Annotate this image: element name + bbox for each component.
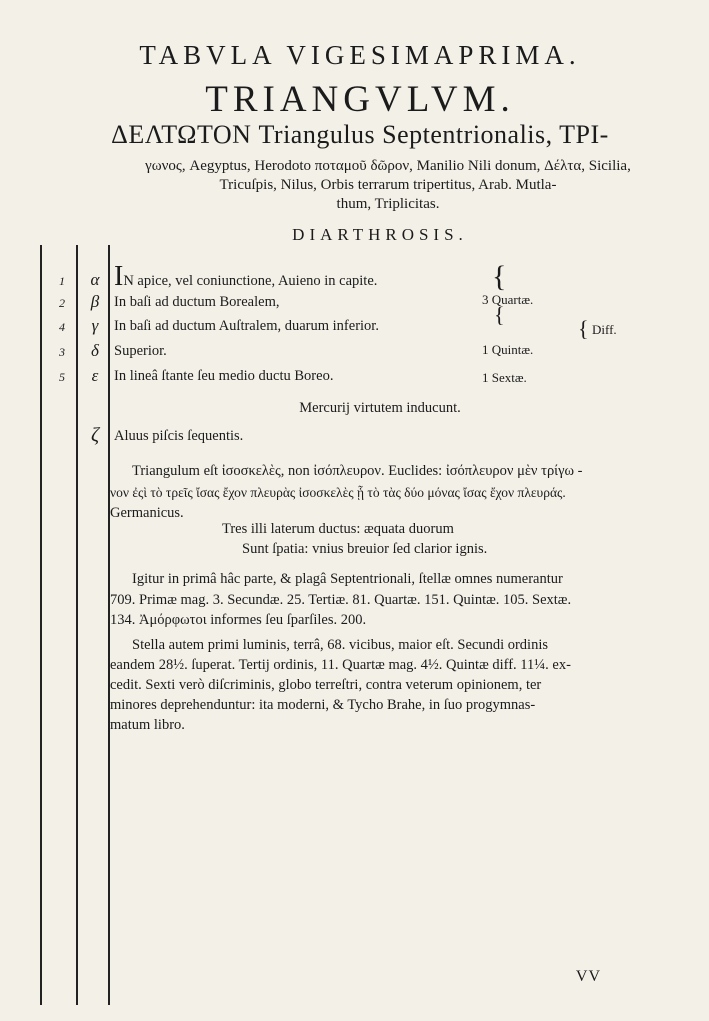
star-number: 2 [59,296,65,310]
brace-upper: { [492,260,507,293]
mercury-note: Mercurij virtutem inducunt. [299,400,461,416]
star-description: IN apice, vel coniunctione, Auieno in capite. [114,261,378,292]
star-number: 4 [59,320,65,334]
constellation-title: TRIANGVLVM. [205,79,515,120]
star-description: Superior. [114,343,167,359]
brace-diff: { [578,316,589,341]
star-description: In baſi ad ductum Auſtralem, duarum inferior. [114,318,379,334]
paragraph-line: minores deprehenduntur: ita moderni, & Tycho Brahe, in ſuo progymnas- [110,697,536,713]
paragraph-line: Stella autem primi luminis, terrâ, 68. vicibus, maior eſt. Secundi ordinis [132,637,548,653]
star-description: Aluus piſcis ſequentis. [114,428,244,444]
signature-mark: VV [575,968,601,985]
star-letter: β [90,292,100,311]
magnitude-quartae: 3 Quartæ. [482,292,534,307]
paragraph-line: νον ἐςὶ τὸ τρεῖς ἴσας ἔχον πλευρὰς ἰσοσκελὲς ᾗ τὸ τὰς δύο μόνας ἴσας ἔχον πλευράς. [110,485,566,500]
greek-name-line: ΔΕΛΤΩΤΟΝ Triangulus Septentrionalis, TPI- [111,120,609,149]
paragraph-line: Triangulum eſt ἰσοσκελὲς, non ἰσόπλευρον. Euclides: ἰσόπλευρον μὲν τρίγω - [132,463,583,479]
star-number: 1 [59,274,65,288]
description-line-3: thum, Triplicitas. [336,196,440,212]
paragraph-line: 709. Primæ mag. 3. Secundæ. 25. Tertiæ. 81. Quartæ. 151. Quintæ. 105. Sextæ. [110,592,572,608]
paragraph-line: Igitur in primâ hâc parte, & plagâ Septentrionali, ſtellæ omnes numerantur [132,571,563,587]
star-letter: ε [91,366,99,385]
star-letter: α [90,270,100,289]
star-number: 3 [59,345,65,359]
drop-cap: I [114,261,124,292]
star-letter: δ [91,341,99,360]
star-description: In lineâ ſtante ſeu medio ductu Boreo. [114,368,334,384]
verse-line: Sunt ſpatia: vnius breuior ſed clarior ignis. [242,541,488,557]
paragraph-line: cedit. Sexti verò diſcriminis, globo terreſtri, contra veterum opinionem, ter [110,677,542,693]
magnitude-sextae: 1 Sextæ. [482,370,527,385]
description-line-2: Tricuſpis, Nilus, Orbis terrarum tripertitus, Arab. Mutla- [219,177,557,193]
margin-rule-middle [76,245,78,1005]
paragraph-line: eandem 28½. ſuperat. Tertij ordinis, 11. Quartæ mag. 4½. Quintæ diff. 11¼. ex- [110,657,571,673]
paragraph-line: matum libro. [110,717,185,733]
star-number: 5 [59,370,65,384]
magnitude-quintae: 1 Quintæ. [482,342,534,357]
margin-rule-left [40,245,42,1005]
verse-line: Tres illi laterum ductus: æquata duorum [222,521,454,537]
star-letter: ζ [90,424,100,446]
magnitude-diff: Diff. [592,322,617,337]
star-letter: γ [91,316,99,335]
section-heading: DIARTHROSIS. [292,225,468,244]
brace-lower: { [494,302,505,327]
paragraph-line: 134. Ἀμόρφωτοι informes ſeu ſparſiles. 200. [110,612,367,628]
description-line-1: γωνος, Aegyptus, Herodoto ποταμοῦ δῶρον, Manilio Nili donum, Δέλτα, Sicilia, [145,158,631,174]
table-title: TABVLA VIGESIMAPRIMA. [139,40,581,70]
paragraph-line: Germanicus. [110,505,184,521]
star-description: In baſi ad ductum Borealem, [114,294,280,310]
